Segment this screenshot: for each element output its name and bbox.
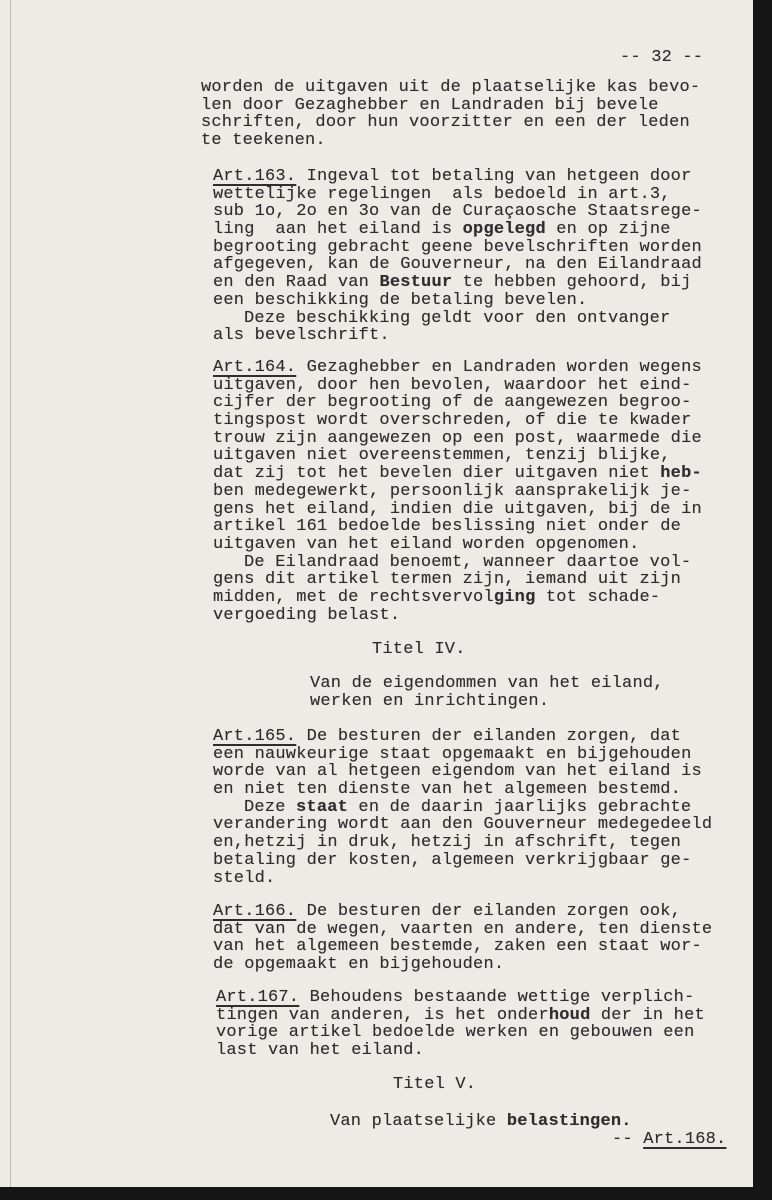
article-165 [213,728,712,887]
text-segment: en den Raad van [213,273,380,293]
text-line: van het algemeen bestemde, zaken een staat wor- [213,937,702,957]
text-line: worde van al hetgeen eigendom van het eiland is [213,762,702,782]
text-line: een nauwkeurige staat opgemaakt en bijgehouden [213,744,692,764]
bold-word: belastingen. [506,1112,632,1131]
text-segment: der in het [590,1005,705,1025]
text-line: betaling der kosten, algemeen verkrijgbaar ge- [213,850,692,870]
article-number: Art.163. [213,167,297,186]
text-line [216,1007,705,1025]
subtitle-line: werken en inrichtingen. [310,691,550,711]
subtitle-line: Van de eigendommen van het eiland, [310,674,664,693]
section-heading: Titel IV. [372,640,466,659]
text-segment: tingen van anderen, is het onder [216,1005,549,1025]
continuation-reference [612,1131,726,1149]
text-line: ben medegewerkt, persoonlijk aansprakelijk je- [213,481,692,501]
article-166 [213,903,712,974]
text-line: len door Gezaghebber en Landraden bij bevele [201,95,659,115]
text-segment: Deze [244,797,297,817]
article-number: Art.165. [213,727,297,746]
article-first-line [213,359,702,377]
article-number: Art.168. [643,1130,727,1149]
text-segment: Van plaatselijke [330,1112,507,1131]
indented-line [213,799,712,817]
text-line: en niet ten dienste van het algemeen bestemd. [213,780,682,800]
text-line: de opgemaakt en bijgehouden. [213,955,505,975]
overstruck-word: staat [296,797,349,817]
text-line: trouw zijn aangewezen op een post, waarmede die [213,428,702,448]
text-line: verandering wordt aan den Gouverneur medegedeeld [213,815,713,835]
text-line: wettelijke regelingen als bedoeld in art.3, [213,184,671,204]
article-number: Art.164. [213,358,297,377]
article-first-line [216,989,705,1007]
article-164 [213,359,702,624]
text-segment: tot schade- [535,587,661,607]
text-segment: ling aan het eiland is [213,220,463,240]
text-segment: De besturen der eilanden zorgen, dat [306,727,682,746]
text-line: artikel 161 bedoelde beslissing niet onder de [213,517,682,537]
overstruck-word: Bestuur [379,273,453,293]
text-line: cijfer der begrooting of de aangewezen begroo- [213,393,692,413]
text-line: uitgaven niet overeenstemmen, tenzij blijke, [213,446,671,466]
text-line: als bevelschrift. [213,326,390,346]
text-segment: en de daarin jaarlijks gebrachte [348,797,692,817]
article-number: Art.166. [213,902,297,921]
continued-paragraph [201,79,700,150]
overstruck-word: heb- [660,464,702,484]
section-heading: Titel V. [393,1075,477,1094]
text-line: en,hetzij in druk, hetzij in afschrift, tegen [213,833,682,853]
text-line: worden de uitgaven uit de plaatselijke kas bevo- [201,78,701,97]
article-number: Art.167. [216,988,300,1007]
article-first-line [213,168,702,186]
text-segment: midden, met de rechtsvervol [213,587,494,607]
text-segment: Gezaghebber en Landraden worden wegens [306,358,702,377]
text-segment: dat zij tot het bevelen dier uitgaven niet [213,464,661,484]
overstruck-word: ging [493,587,536,607]
page-edge-line [10,0,11,1187]
text-line: vergoeding belast. [213,605,401,625]
text-line: afgegeven, kan de Gouverneur, na den Eilandraad [213,255,702,275]
text-segment: Behoudens bestaande wettige verplich- [309,988,695,1007]
text-line: een beschikking de betaling bevelen. [213,290,588,310]
text-segment: Ingeval tot betaling van hetgeen door [306,167,692,186]
continuation-dashes: -- [612,1130,633,1149]
text-line [213,465,702,483]
text-line [213,589,702,607]
section-subtitle [310,675,664,710]
text-line: gens het eiland, indien die uitgaven, bij de in [213,499,702,519]
text-line [213,274,702,292]
text-line: dat van de wegen, vaarten en andere, ten dienste [213,919,713,939]
section-subtitle [330,1113,632,1131]
text-line: gens dit artikel termen zijn, iemand uit zijn [213,570,682,590]
text-line: schriften, door hun voorzitter en een der leden [201,113,690,133]
text-segment: te hebben gehoord, bij [452,273,692,293]
indented-line: De Eilandraad benoemt, wanneer daartoe vol- [244,552,692,572]
text-line: uitgaven, door hen bevolen, waardoor het eind- [213,375,692,395]
indented-line: Deze beschikking geldt voor den ontvanger [244,308,671,328]
text-line: vorige artikel bedoelde werken en gebouwen een [216,1023,695,1043]
overstruck-word: opgelegd [462,220,546,240]
text-line: steld. [213,868,276,888]
text-line: begrooting gebracht geene bevelschriften worden [213,237,702,257]
text-line: tingspost wordt overschreden, of die te kwader [213,411,692,431]
text-line: sub 1o, 2o en 3o van de Curaçaosche Staatsrege- [213,202,702,222]
article-first-line [213,903,712,921]
text-segment: De besturen der eilanden zorgen ook, [306,902,682,921]
text-line: uitgaven van het eiland worden opgenomen. [213,534,640,554]
article-167 [216,989,705,1060]
article-first-line [213,728,712,746]
text-line: last van het eiland. [216,1041,425,1061]
text-line [213,221,702,239]
text-segment: en op zijne [545,220,671,240]
page-number: -- 32 -- [620,48,704,67]
overstruck-word: houd [548,1005,591,1025]
text-line: te teekenen. [201,131,326,151]
article-163 [213,168,702,345]
